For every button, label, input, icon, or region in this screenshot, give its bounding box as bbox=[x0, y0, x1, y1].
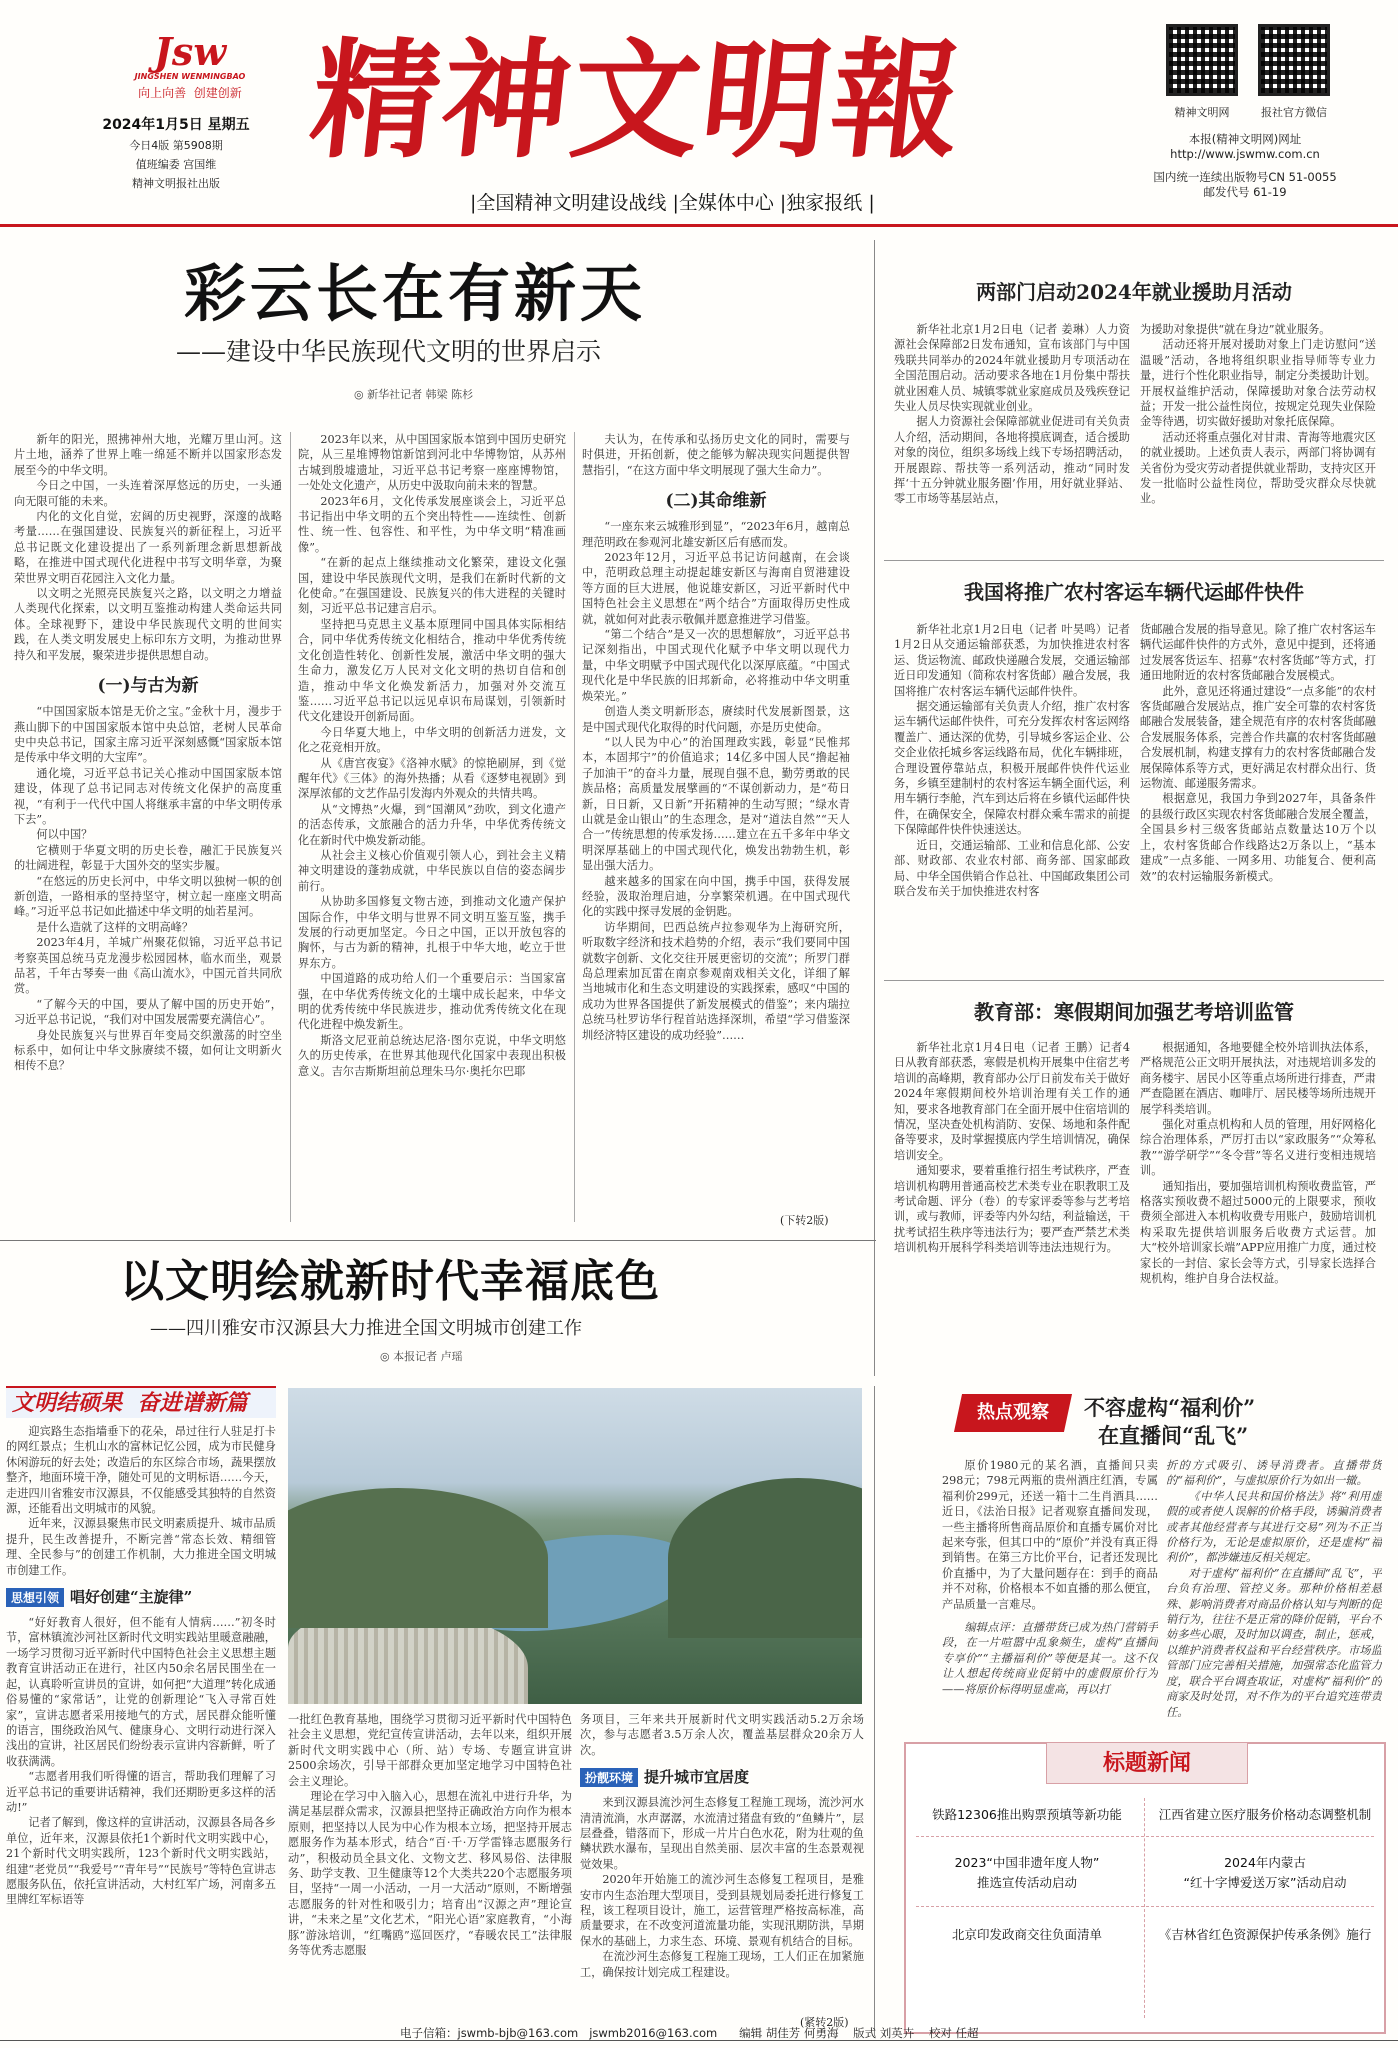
article-3-title: 教育部：寒假期间加强艺考培训监管 bbox=[974, 1000, 1294, 1024]
commentary-col-1 bbox=[942, 1458, 1158, 1728]
tag-heading: 提升城市宜居度 bbox=[644, 1768, 750, 1787]
website-label: 本报(精神文明网)网址 bbox=[1188, 132, 1302, 146]
landscape-photo bbox=[288, 1388, 862, 1704]
paragraph: 迎宾路生态指墙垂下的花朵，昂过往行人驻足打卡的网红景点；生机山水的富林记忆公园，成为市民健身休闲游玩的好去处；改造后的东区综合市场，蔬果摆放整齐，地面环境干净，随处可见的文明标语……今天，走进四川省雅安市汉源县，不仅能感受其独特的自然资源，还能看出文明城市的风貌。 bbox=[6, 1425, 276, 1516]
paragraph: 据交通运输部有关负责人介绍，推广农村客运车辆代运邮件快件，可充分发挥农村客运网络覆盖广、通达深的优势，引导城乡客运企业、公交企业依托城乡客运线路布局，优化车辆排班，合理设置停靠站点，积极开展邮件快件代运业务，乡镇至建制村的农村客运车辆全面代运，利用车辆行李舱，汽车到达后将在乡镇代运邮件快件，在确保安全，保障农村群众乘车需求的前提下保障邮件快件快速送达。 bbox=[894, 700, 1130, 837]
paragraph: 强化对重点机构和人员的管理，用好网格化综合治理体系，严厉打击以“家政服务”“众筹私教”“游学研学”“冬令营”等名义进行变相违规培训。 bbox=[1140, 1118, 1376, 1178]
paragraph: “了解今天的中国，要从了解中国的历史开始”，习近平总书记说，“我们对中国发展需要充满信心”。 bbox=[14, 997, 282, 1027]
publisher: 精神文明报社出版 bbox=[132, 177, 220, 190]
editor-note: 编辑点评：直播带货已成为热门营销手段，在一片喧嚣中乱象频生，虚构“直播间专享价”“主播福利价”等便是其一。这不仅让人想起传统商业促销中的虚假原价行为——将原价标得明显虚高，再以打 bbox=[942, 1621, 1158, 1696]
mountain-shape bbox=[668, 1478, 862, 1638]
news-item[interactable]: “红十字博爱送万家”活动启动 bbox=[1183, 1875, 1347, 1890]
email-2[interactable]: jswmb2016@163.com bbox=[589, 2026, 718, 2040]
date-block bbox=[76, 114, 276, 191]
column-divider bbox=[1144, 1798, 1145, 2018]
paragraph: 内化的文化自觉，宏阔的历史视野，深邃的战略考量……在强国建设、民族复兴的新征程上，习近平总书记既文化建设提出了一系列新理念新思想新战略，在推进中国式现代化进程中书写文明华章，为聚荣世界文明百花园注入文化力量。 bbox=[14, 510, 282, 585]
paragraph: “在新的起点上继续推动文化繁荣，建设文化强国，建设中华民族现代文明，是我们在新时代新的文化使命。”在强国建设、民族复兴的伟大进程的关键时刻，习近平总书记建言启示。 bbox=[298, 556, 566, 616]
cn-number: 国内统一连续出版物号CN 51-0055 bbox=[1153, 170, 1337, 184]
paragraph: 从社会主义核心价值观引领人心，到社会主义精神文明建设的蓬勃成就，中华民族以自信的姿态阔步前行。 bbox=[298, 848, 566, 893]
editor-credit: 编辑 胡佳芳 何勇海 bbox=[739, 2026, 839, 2040]
paragraph: 何以中国？ bbox=[36, 828, 93, 842]
article-1-col-2 bbox=[1140, 322, 1376, 558]
paragraph: 创造人类文明新形态，赓续时代发展新图景，这是中国式现代化取得的时代问题，亦是历史使命。 bbox=[582, 705, 850, 734]
paper-title: 精神文明報 bbox=[304, 26, 970, 176]
paragraph: “第二个结合”是又一次的思想解放”，习近平总书记深刻指出，中国式现代化赋予中华文明以现代力量，中华文明赋予中国式现代化以深厚底蕴。“中国式现代化是中华民族的旧邦新命，必将推动中华文明重焕荣光。” bbox=[582, 628, 850, 703]
hot-topic-badge bbox=[954, 1394, 1072, 1432]
paragraph: 今日之中国，一头连着深厚悠远的历史，一头通向无限可能的未来。 bbox=[14, 479, 282, 508]
banner bbox=[6, 1386, 276, 1418]
paragraph: 是什么造就了这样的文明高峰？ bbox=[36, 920, 194, 934]
column-divider bbox=[874, 1386, 875, 2036]
proof-credit: 校对 任超 bbox=[928, 2026, 979, 2040]
footer bbox=[400, 2026, 1360, 2040]
issue-date: 2024年1月5日 星期五 bbox=[102, 117, 250, 133]
paragraph: 务项目，三年来共开展新时代文明实践活动5.2万余场次，参与志愿者3.5万余人次，覆盖基层群众20余万人次。 bbox=[580, 1713, 864, 1757]
news-item[interactable]: 铁路12306推出购票预填等新功能 bbox=[932, 1807, 1122, 1822]
paragraph: 通知指出，要加强培训机构预收费监管，严格落实预收费不超过5000元的上限要求，预收费须全部进入本机构收费专用账户，鼓励培训机构采取先提供培训服务后收费方式运营。加大“校外培训家长端”APP应用推广力度，通过校家长的一封信、家长会等方式，引导家长选择合规机构，维护自身合法权益。 bbox=[1140, 1179, 1376, 1286]
tag-label: 思想引领 bbox=[6, 1588, 64, 1607]
paragraph: 2020年开始施工的流沙河生态修复工程项目，是雅安市内生态治理大型项目，受到县规划局委托进行修复工程，该工程项目设计，施工，运营管理严格按高标准，高质量要求，在不改变河道流量功能，实现汛期防洪，旱期保水的基础上，力求生态、环境、景观有机结合的目标。 bbox=[580, 1873, 864, 1948]
designer-credit: 版式 刘英卉 bbox=[853, 2026, 915, 2040]
paragraph: 新年的阳光，照拂神州大地，光耀万里山河。这片土地，涵养了世界上唯一绵延不断并以国家形态发展至今的中华文明。 bbox=[14, 433, 282, 477]
paragraph: 记者了解到，像这样的宣讲活动，汉源县各局各乡单位，近年来，汉源县依托1个新时代文明实践中心，21个新时代文明实践所，123个新时代文明实践站，组建“老党员”“我爱号”“青年号”“民族号”等特色宣讲志愿服务队伍，依托宣讲活动，大村红军广场，河南多五里牌红军标语等 bbox=[6, 1816, 276, 1907]
tag-heading: 唱好创建“主旋律” bbox=[70, 1588, 193, 1607]
paragraph: 从“文博热”火爆，到“国潮风”劲吹，到文化遗产的活态传承，文旅融合的活力升华，中华优秀传统文化在新时代中焕发新动能。 bbox=[298, 802, 566, 847]
paragraph: 新华社北京1月2日电（记者 姜琳）人力资源社会保障部2日发布通知，宣布该部门与中国残联共同举办的2024年就业援助月专项活动在全国范围启动。活动要求各地在1月份集中帮扶就业困难人员、城镇零就业家庭成员及残疾登记失业人员尽快实现就业创业。 bbox=[894, 323, 1130, 414]
email-label: 电子信箱： bbox=[400, 2026, 458, 2040]
paragraph: 活动还将开展对援助对象上门走访慰问“送温暖”活动，各地将组织职业指导师等专业力量，进行个性化职业指导，制定分类援助计划。开展权益维护活动，保障援助对象合法劳动权益；开发一批公益性岗位，按规定兑现失业保险金等待遇，切实做好援助对象托底保障。 bbox=[1140, 338, 1376, 429]
paragraph: 2023年6月，文化传承发展座谈会上，习近平总书记指出中华文明的五个突出特性——连续性、创新性、统一性、包容性、和平性，为中华文明“精准画像”。 bbox=[298, 494, 566, 554]
divider bbox=[916, 1836, 1374, 1837]
commentary-title-1: 不容虚构“福利价” bbox=[1084, 1395, 1256, 1420]
paragraph: 新华社北京1月2日电（记者 叶昊鸣）记者1月2日从交通运输部获悉，为加快推进农村客运、货运物流、邮政快递融合发展，交通运输部近日印发通知（简称农村客货邮）融合发展，我国将推广农村客运车辆代运邮件快件。 bbox=[894, 623, 1130, 698]
second-column-3 bbox=[580, 1712, 864, 2036]
continued-note: (下转2版) bbox=[780, 1214, 829, 1227]
divider bbox=[884, 560, 1384, 561]
second-title: 以文明绘就新时代幸福底色 bbox=[120, 1256, 660, 1307]
masthead-tagline: |全国精神文明建设战线 |全媒体中心 |独家报纸 | bbox=[470, 192, 875, 214]
column-divider bbox=[290, 432, 291, 1222]
lead-byline: ◎ 新华社记者 韩梁 陈杉 bbox=[354, 388, 474, 401]
news-item[interactable]: 推选宣传活动启动 bbox=[976, 1875, 1077, 1890]
divider bbox=[916, 1906, 1374, 1907]
article-3-col-1 bbox=[894, 1040, 1130, 1380]
paragraph: 中国道路的成功给人们一个重要启示：当国家富强，在中华优秀传统文化的土壤中成长起来，中华文明的优秀传统中华民族进步，推动优秀传统文化在现代化进程中焕发新生。 bbox=[298, 972, 566, 1032]
email-1[interactable]: jswmb-bjb@163.com bbox=[457, 2026, 579, 2040]
column-divider bbox=[874, 240, 875, 1376]
paragraph: 身处民族复兴与世界百年变局交织激荡的时空坐标系中，如何让中华文脉赓续不辍，如何让文明新火相传不息？ bbox=[14, 1028, 282, 1073]
website-url[interactable]: http://www.jswmw.com.cn bbox=[1170, 147, 1320, 161]
paragraph: 2023年4月，羊城广州聚花似锦，习近平总书记考察英国总统马克龙漫步松园园林，临水而坐，观景品茗，千年古琴奏一曲《高山流水》，中国元首共同欣赏。 bbox=[14, 936, 282, 996]
article-1-title: 两部门启动2024年就业援助月活动 bbox=[976, 280, 1292, 304]
logo bbox=[120, 29, 260, 101]
article-1-col-1 bbox=[894, 322, 1130, 558]
section-heading bbox=[580, 1766, 864, 1787]
website-info bbox=[1120, 132, 1370, 200]
paragraph: “在悠远的历史长河中，中华文明以独树一帜的创新创造，一路相承的坚持坚守，树立起一座座文明高峰。”习近平总书记如此描述中华文明的灿若星河。 bbox=[14, 874, 282, 919]
paragraph: “一座东来云城雅形到显”，“2023年6月，越南总理范明政在参观河北雄安新区后有感而发。 bbox=[582, 520, 850, 549]
logo-pinyin: JINGSHEN WENMINGBAO bbox=[134, 72, 246, 81]
title-news-header bbox=[1046, 1742, 1248, 1784]
commentary-col-2 bbox=[1166, 1458, 1382, 1728]
title-news-header-text: 标题新闻 bbox=[1102, 1750, 1191, 1776]
masthead bbox=[0, 0, 1398, 226]
divider bbox=[884, 980, 1384, 981]
section-heading: (一)与古为新 bbox=[97, 676, 199, 697]
badge-text: 热点观察 bbox=[977, 1402, 1049, 1423]
paragraph: 《中华人民共和国价格法》将“利用虚假的或者使人误解的价格手段，诱骗消费者或者其他经营者与其进行交易”列为不正当价格行为，无论是虚拟原价，还是虚构“福利价”，都涉嫌违反相关规定。 bbox=[1166, 1489, 1382, 1565]
paragraph: 越来越多的国家在向中国，携手中国，获得发展经验，汲取治理启迪，分享繁荣机遇。在中国式现代化的实践中探寻发展的金钥匙。 bbox=[582, 874, 850, 919]
divider bbox=[0, 1240, 876, 1241]
paragraph: 从《唐宫夜宴》《洛神水赋》的惊艳刷屏，到《觉醒年代》《三体》的海外热播；从看《逐梦电视剧》到深厚浓郁的文艺作品引发海内外观众的共情共鸣。 bbox=[298, 756, 566, 801]
qr-code-icon bbox=[1258, 24, 1330, 96]
paragraph: 它横则于华夏文明的历史长卷，融汇于民族复兴的壮阔进程，彰显于大国外交的坚实步履。 bbox=[14, 843, 282, 873]
paragraph: 为援助对象提供“就在身边”就业服务。 bbox=[1140, 323, 1331, 336]
article-3-col-2 bbox=[1140, 1040, 1376, 1380]
qr-label-website: 精神文明网 bbox=[1174, 106, 1230, 119]
paragraph: 折的方式吸引、诱导消费者。直播带货的“福利价”，与虚拟原价行为如出一辙。 bbox=[1166, 1459, 1382, 1488]
paragraph: 一批红色教育基地，围绕学习贯彻习近平新时代中国特色社会主义思想，党纪宣传宣讲活动，去年以来，组织开展新时代文明实践中心（所、站）专场、专题宣讲宣讲2500余场次，引导干部群众更加坚定地学习中国特色社会主义理论。 bbox=[288, 1713, 572, 1788]
paragraph: 对于虚构“福利价”在直播间“乱飞”，平台负有治理、管控义务。那种价格相差悬殊、影响消费者对商品价格认知与判断的促销行为，往往不是正常的降价促销，平台不妨多些心眼，及时加以调查，制止，惩戒，以维护消费者权益和平台经营秩序。市场监管部门应完善相关措施，加强常态化监管力度，联合平台调查取证，对虚构“福利价”的商家及时处罚，对不作为的平台追究连带责任。 bbox=[1166, 1566, 1382, 1719]
paragraph: 新华社北京1月4日电（记者 王鹏）记者4日从教育部获悉，寒假是机构开展集中住宿艺考培训的高峰期，教育部办公厅日前发布关于做好2024年寒假期间校外培训治理有关工作的通知，要求各地教育部门在全面开展中住宿培训的情况，坚决查处机构消防、安保、场地和条件配备等要求，及时掌握摸底内学生培训情况，确保培训安全。 bbox=[894, 1041, 1130, 1162]
paragraph: 据人力资源社会保障部就业促进司有关负责人介绍，活动期间，各地将摸底调查，适合援助对象的岗位，组织多场线上线下专场招聘活动，开展跟踪、帮扶等一系列活动，推动“同时发挥‘十五分钟就业服务圈’作用，用好就业驿站、零工市场等基层站点， bbox=[894, 415, 1130, 506]
paragraph: 根据通知，各地要健全校外培训执法体系，严格规范公正文明开展执法，对违规培训多发的商务楼宇、居民小区等重点场所进行排查，严肃严查隐匿在酒店、咖啡厅、居民楼等场所违规开展学科类培训。 bbox=[1140, 1041, 1376, 1116]
tag-label: 扮靓环境 bbox=[580, 1768, 638, 1787]
masthead-rule bbox=[0, 224, 1398, 227]
postal-code: 邮发代号 61-19 bbox=[1203, 185, 1287, 199]
paragraph: 以文明之光照亮民族复兴之路，以文明之力增益人类现代化探索，以文明互鉴推动构建人类命运共同体。全球视野下，建设中华民族现代文明的世间实践，在人类文明发展史上标印东方文明，为推动世界持久和平发展，聚荣进步提供思想自动。 bbox=[14, 587, 282, 662]
paragraph: 2023年12月，习近平总书记访问越南，在会谈中，范明政总理主动提起雄安新区与海南自贸港建设等方面的巨大进展，他说雄安新区，习近平新时代中国特色社会主义思想在“两个结合”方面取得历史性成就，就如何对此表示敬佩并愿意推进学习借鉴。 bbox=[582, 551, 850, 626]
article-2-col-1 bbox=[894, 622, 1130, 978]
article-2-title: 我国将推广农村客运车辆代运邮件快件 bbox=[964, 580, 1304, 604]
paragraph: 根据意见，我国力争到2027年，具备条件的县级行政区实现农村客货邮融合发展全覆盖，全国县乡村三级客货邮站点数量达10万个以上，农村客货邮合作线路达2万条以上，“基本建成”一点多能、一网多用、功能复合、便利高效”的农村运输服务新模式。 bbox=[1140, 792, 1376, 883]
qr-label-wechat: 报社官方微信 bbox=[1261, 106, 1327, 119]
logo-text: Jsw bbox=[153, 29, 227, 74]
section-heading bbox=[6, 1586, 276, 1607]
paragraph: 从协助多国修复文物古迹，到推动文化遗产保护国际合作，中华文明与世界不同文明互鉴互鉴，携手发展的行动更加坚定。今日之中国，正以开放包容的胸怀，与古为新的精神，扎根于中华大地，屹立于世界东方。 bbox=[298, 895, 566, 970]
title-news-box bbox=[904, 1742, 1386, 2034]
paragraph: 货邮融合发展的指导意见。除了推广农村客运车辆代运邮件快件的方式外，意见中提到，还将通过发展客货运车、招募“农村客货邮”等方式，打通田地附近的农村客货邮融合发展模式。 bbox=[1140, 623, 1376, 683]
paragraph: 来到汉源县流沙河生态修复工程施工现场，流沙河水清清流淌，水声潺潺，水流清过猪盘有致的“鱼鳞片”，层层叠叠，错落而下，形成一片片白色水花，附为壮观的鱼鳞状跌水瀑布，呈现出自然美丽、层次丰富的生态景观视觉效果。 bbox=[580, 1796, 864, 1871]
paragraph: 此外，意见还将通过建设“一点多能”的农村客货邮融合发展站点，推广安全可靠的农村客货邮融合发展装备，建全规范有序的农村客货邮融合发展服务体系，完善合作共赢的农村客货邮融合发展机制，构建支撑有力的农村客货邮融合发展保障体系等方式，更好满足农村群众出行、货运物流、邮递服务需求。 bbox=[1140, 684, 1376, 791]
article-2-col-2 bbox=[1140, 622, 1376, 978]
paragraph: 夫认为，在传承和弘扬历史文化的同时，需要与时俱进，开拓创新，使之能够为解决现实问题提供智慧指引，“在这方面中华文明展现了强大生命力”。 bbox=[582, 433, 850, 477]
lead-subtitle: ——建设中华民族现代文明的世界启示 bbox=[176, 337, 602, 366]
paragraph: 在流沙河生态修复工程施工现场，工人们正在加紧施工，确保按计划完成工程建设。 bbox=[580, 1950, 864, 1979]
paragraph: 坚持把马克思主义基本原理同中国具体实际相结合，同中华优秀传统文化相结合，推动中华优秀传统文化创造性转化、创新性发展，激活中华文明的强大生命力，激发亿万人民对文化文明的热切自信和创造，推动中华文化焕发新活力，加强对外交流互鉴……习近平总书记以远见卓识布局谋划，引领新时代文化建设开创新局面。 bbox=[298, 617, 566, 724]
mountain-shape bbox=[288, 1488, 548, 1628]
paragraph: “志愿者用我们听得懂的语言，帮助我们理解了习近平总书记的重要讲话精神，我们还期盼更多这样的活动!” bbox=[6, 1770, 276, 1814]
second-byline: ◎ 本报记者 卢瑶 bbox=[380, 1350, 463, 1363]
paragraph: 原价1980元的某名酒，直播间只卖298元；798元两瓶的贵州酒庄红酒，专属福利价299元，还送一箱十二生肖酒具……近日，《法治日报》记者观察直播间发现，一些主播将所售商品原价和直播专属价对比起来夸张，但其口中的“原价”并没有真正得到销售。在第三方比价平台，记者还发现比价直播中，为了大量问题存在：到手的商品并不对称，价格根本不如直播的那么便宜，产品质量一言难尽。 bbox=[942, 1459, 1158, 1611]
paragraph: 活动还将重点强化对甘肃、青海等地震灾区的就业援助。上述负责人表示，两部门将协调有关省份为受灾劳动者提供就业帮助，支持灾区开发一批临时公益性岗位，帮助受灾群众尽快就业。 bbox=[1140, 430, 1376, 506]
commentary-box bbox=[884, 1388, 1390, 1732]
paragraph: 近日，交通运输部、工业和信息化部、公安部、财政部、农业农村部、商务部、国家邮政局、中华全国供销合作总社、中国邮政集团公司联合发布关于加快推进农村客 bbox=[894, 838, 1130, 898]
lead-column-3 bbox=[582, 432, 850, 1212]
banner-text: 文明结硕果 奋进谱新篇 bbox=[12, 1390, 248, 1416]
qr-code-icon bbox=[1166, 24, 1238, 96]
paragraph: 通知要求，要着重推行招生考试秩序，严查培训机构聘用普通高校艺术类专业在职教职工及考试命题、评分（卷）的专家评委等参与艺考培训，或与教师，评委等内外勾结，利益输送，干扰考试招生秩序等违法行为；要严查严禁艺术类培训机构开展科学科类培训等违法违规行为。 bbox=[894, 1164, 1130, 1255]
paragraph: 今日华夏大地上，中华文明的创新活力迸发，文化之花竞相开放。 bbox=[298, 725, 566, 755]
duty-editor: 值班编委 宫国维 bbox=[135, 158, 217, 171]
paragraph: 访华期间，巴西总统卢拉参观华为上海研究所，听取数字经济和技术趋势的介绍，表示“我们要同中国就数字创新、文化交往开展更密切的交流”；所罗门群岛总理索加瓦雷在南京参观南戏相关文化，详细了解当地城市化和生态文明建设的实践探索，感叹“中国的成功为世界各国提供了新发展模式的借鉴”；来内瑞拉总统马杜罗访华行程首站选择深圳，希望“学习借鉴深圳经济特区建设的成功经验”…… bbox=[582, 920, 850, 1042]
section-heading: (二)其命维新 bbox=[665, 491, 767, 512]
paragraph: 通化境，习近平总书记关心推动中国国家版本馆建设，体现了总书记同志对传统文化保护的高度重视，“有利于一代代中国人将继承丰富的中华文明传承下去”。 bbox=[14, 766, 282, 826]
lead-title: 彩云长在有新天 bbox=[184, 257, 647, 330]
column-divider bbox=[574, 432, 575, 1222]
lead-column-2 bbox=[298, 432, 566, 1222]
paragraph: 理论在学习中入脑入心，思想在流礼中进行升华，为满足基层群众需求，汉源县把坚持正确政治方向作为根本原则，把坚持以人民为中心作为根本立场，把坚持开展志愿服务作为基本形式，结合“百·千·万学雷锋志愿服务行动”，积极动员全县文化、文物文艺、移风易俗、法律服务、助学支教、卫生健康等12个大类共220个志愿服务项目，坚持“一周一小活动，一月一大活动”原则，不断增强志愿服务的针对性和吸引力；培育出“汉源之声”理论宣讲，“未来之星”文化艺术，“阳光心语”家庭教育，“小海豚”游泳培训，“红嘴鸥”巡回医疗，“春暖农民工”法律服务等优秀志愿服 bbox=[288, 1790, 572, 1958]
paragraph: “以人民为中心”的治国理政实践，彰显“民惟邦本，本固邦宁”的价值追求；14亿多中国人民“撸起袖子加油干”的奋斗力量，展现自强不息，勤劳勇敢的民族品格；高质量发展擘画的“不谋创新动力，是“苟日新，日日新，又日新”开拓精神的生动写照；“绿水青山就是金山银山”的生态理念，是对“道法自然”“天人合一”传统思想的传承发扬……建立在五千多年中华文明深厚基础上的中国式现代化，焕发出勃勃生机，彰显出强大活力。 bbox=[582, 735, 850, 873]
paragraph: 斯洛文尼亚前总统达尼洛·图尔克说，中华文明悠久的历史传承，在世界其他现代化国家中表现出积极意义。吉尔吉斯斯坦前总理朱马尔·奥托尔巴耶 bbox=[298, 1033, 566, 1078]
second-column-1 bbox=[6, 1424, 276, 2034]
paragraph: “中国国家版本馆是无价之宝。”金秋十月，漫步于燕山脚下的中国国家版本馆中央总馆，老树人民革命史中央总书记，国家主席习近平深刻感慨“国家版本馆是传承中华文明的大宝库”。 bbox=[14, 705, 282, 765]
commentary-title-2: 在直播间“乱飞” bbox=[1098, 1423, 1249, 1448]
continued-note: (紧转2版) bbox=[800, 2016, 849, 2029]
second-subtitle: ——四川雅安市汉源县大力推进全国文明城市创建工作 bbox=[150, 1318, 582, 1339]
paragraph: 2023年以来，从中国国家版本馆到中国历史研究院，从三星堆博物馆新馆到河北中华博物馆，从苏州古城到殷墟遗址，习近平总书记考察一座座博物馆，一处处文化遗产，从历史中汲取向前未来的智慧。 bbox=[298, 433, 566, 493]
footer-rule bbox=[0, 2040, 1398, 2041]
paragraph: 近年来，汉源县聚焦市民文明素质提升、城市品质提升，民生改善提升，不断完善“常态长效、精细管理、全民参与”的创建工作机制，大力推进全国文明城市创建工作。 bbox=[6, 1517, 276, 1577]
news-item[interactable]: 2023“中国非遗年度人物” bbox=[954, 1855, 1100, 1870]
issue-number: 今日4版 第5908期 bbox=[129, 139, 223, 152]
news-item[interactable]: 江西省建立医疗服务价格动态调整机制 bbox=[1158, 1807, 1372, 1822]
slogan: 向上向善 创建创新 bbox=[138, 86, 242, 100]
second-column-2 bbox=[288, 1712, 572, 2036]
paragraph: “好好教育人很好，但不能有人情病……”初冬时节，富林镇流沙河社区新时代文明实践站里暖意融融，一场学习贯彻习近平新时代中国特色社会主义思想主题教育宣讲活动正在进行，社区内50余名居民围坐在一起，认真聆听宣讲员的宣讲，如何把“大道理”转化成通俗易懂的“家常话”，让党的创新理论“飞入寻常百姓家”，宣讲志愿者采用接地气的方式，居民群众能听懂的语言，围绕政治风气、健康身心、文明行动进行深入浅出的宣讲，社区居民们纷纷表示宣讲内容新鲜，听了收获满满。 bbox=[6, 1616, 276, 1768]
news-item[interactable]: 北京印发政商交往负面清单 bbox=[951, 1927, 1102, 1942]
lead-column-1 bbox=[14, 432, 282, 1232]
news-item[interactable]: 2024年内蒙古 bbox=[1224, 1855, 1306, 1870]
news-item[interactable]: 《吉林省红色资源保护传承条例》施行 bbox=[1158, 1927, 1372, 1942]
